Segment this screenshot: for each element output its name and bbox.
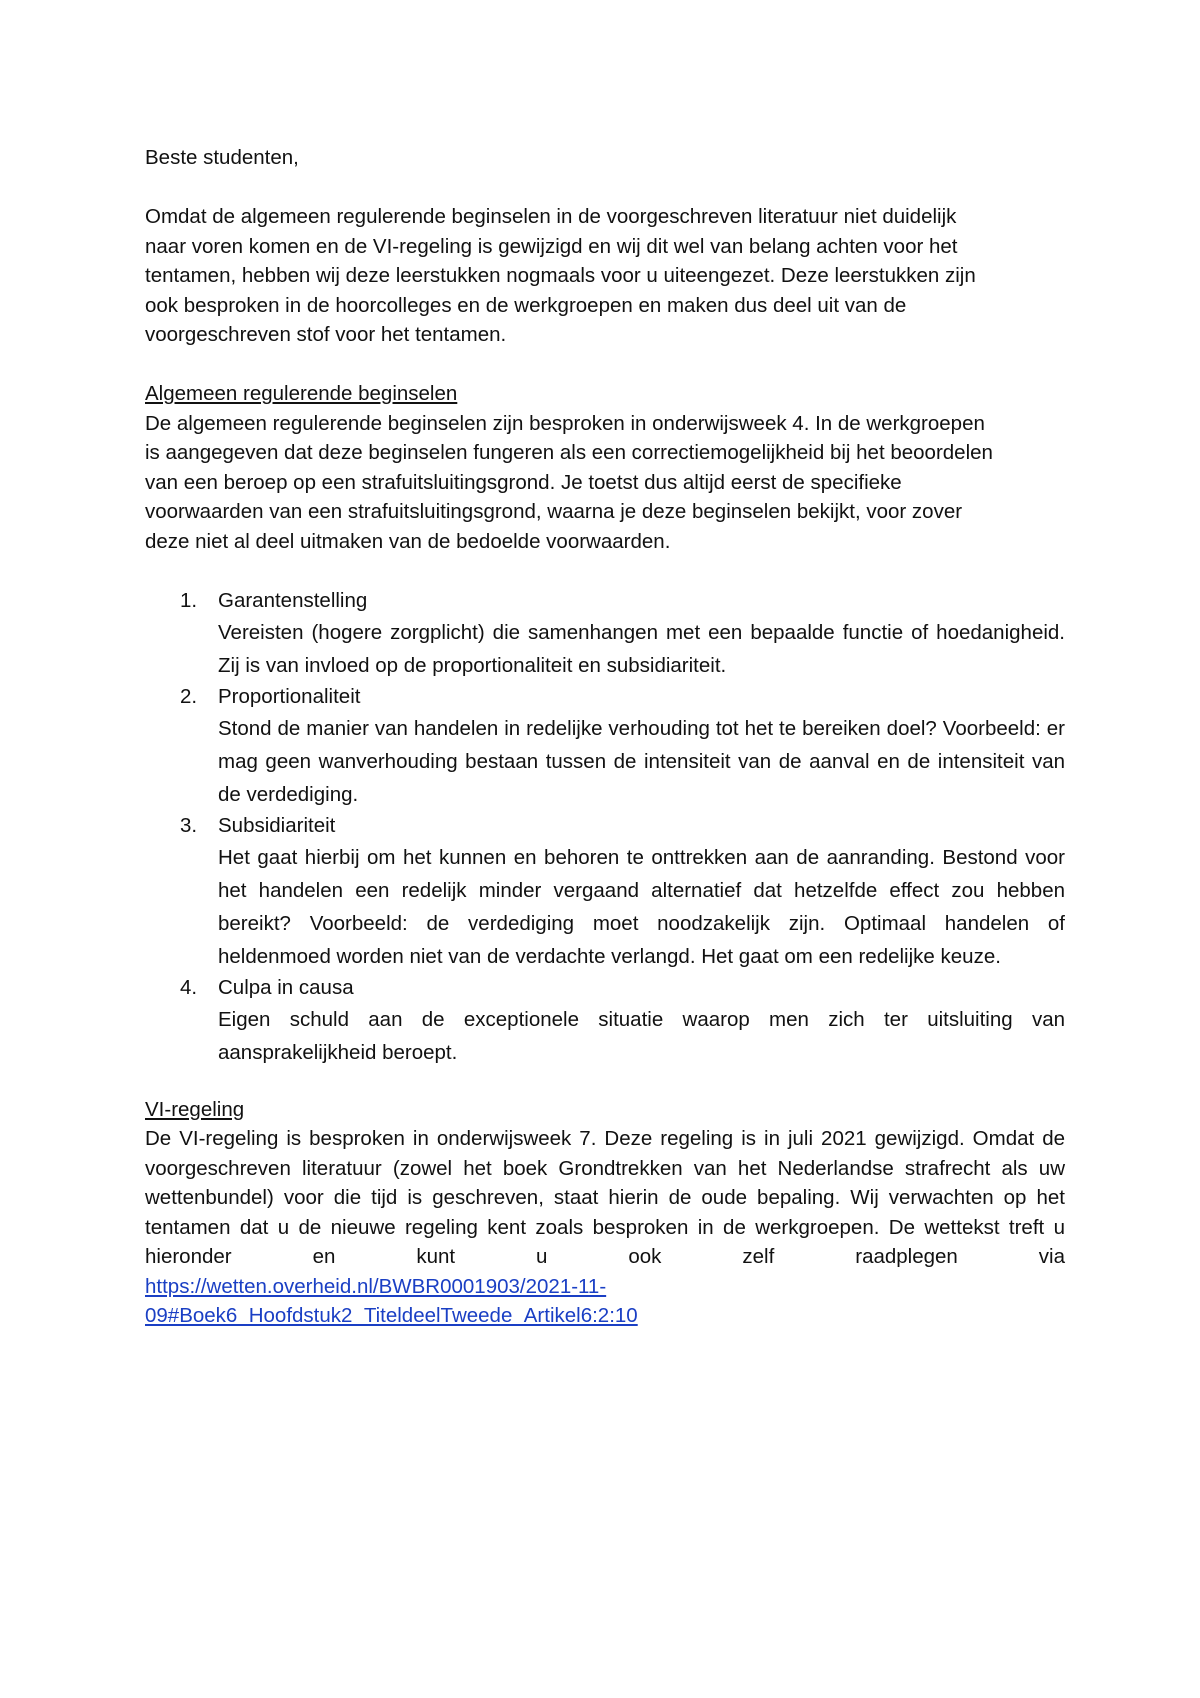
document-page bbox=[145, 143, 1065, 1331]
principles-list bbox=[145, 586, 1065, 1069]
list-item-description: Eigen schuld aan de exceptionele situatie waarop men zich ter uitsluiting van aansprakelijkheid beroept. bbox=[218, 1007, 1065, 1064]
beginselen-intro-line: van een beroep op een strafuitsluitingsgrond. Je toetst dus altijd eerst de specifieke bbox=[145, 470, 902, 494]
spacer bbox=[145, 1069, 1065, 1095]
beginselen-intro-line: voorwaarden van een strafuitsluitingsgrond, waarna je deze beginselen bekijkt, voor zover bbox=[145, 500, 963, 523]
list-item-title: Culpa in causa bbox=[218, 975, 354, 999]
beginselen-intro bbox=[145, 409, 1065, 557]
greeting: Beste studenten, bbox=[145, 146, 299, 169]
beginselen-intro-line: deze niet al deel uitmaken van de bedoelde voorwaarden. bbox=[145, 529, 671, 553]
list-item-title: Subsidiariteit bbox=[218, 813, 336, 837]
vi-regeling-paragraph: De VI-regeling is besproken in onderwijsweek 7. Deze regeling is in juli 2021 gewijzigd. Omdat de voorgeschreven literatuur (zowel het boek Grondtrekken van het Nederlandse strafrecht als uw wettenbundel) voor die tijd is geschreven, staat hierin de oude bepaling. Wij verwachten op het tentamen dat u de nieuwe regeling kent zoals besproken in de werkgroepen. De wettekst treft u hieronder en kunt u ook zelf raadplegen via bbox=[145, 1127, 1065, 1268]
list-item-title: Garantenstelling bbox=[218, 588, 368, 612]
intro-paragraph bbox=[145, 202, 1065, 350]
list-item-number: 1. bbox=[180, 588, 198, 612]
section-heading-vi-regeling: VI-regeling bbox=[145, 1097, 245, 1121]
list-item-description: Stond de manier van handelen in redelijke verhouding tot het te bereiken doel? Voorbeeld: er mag geen wanverhouding bestaan tussen de intensiteit van de aanval en de intensiteit van de verdediging. bbox=[218, 716, 1065, 806]
intro-line: Omdat de algemeen regulerende beginselen in de voorgeschreven literatuur niet duidelijk bbox=[145, 205, 957, 228]
list-item-number: 3. bbox=[180, 813, 198, 837]
spacer bbox=[145, 556, 1065, 586]
section-heading-beginselen: Algemeen regulerende beginselen bbox=[145, 382, 458, 405]
list-item-number: 2. bbox=[180, 684, 198, 708]
spacer bbox=[145, 173, 1065, 203]
beginselen-intro-line: De algemeen regulerende beginselen zijn besproken in onderwijsweek 4. In de werkgroepen bbox=[145, 411, 985, 435]
list-item-number: 4. bbox=[180, 975, 198, 999]
law-link-line-2[interactable]: 09#Boek6_Hoofdstuk2_TiteldeelTweede_Artikel6:2:10 bbox=[145, 1304, 638, 1327]
intro-line: naar voren komen en de VI-regeling is gewijzigd en wij dit wel van belang achten voor het bbox=[145, 234, 958, 258]
list-item bbox=[145, 811, 1065, 973]
list-item bbox=[145, 586, 1065, 682]
list-item bbox=[145, 682, 1065, 811]
law-link-line-1[interactable]: https://wetten.overheid.nl/BWBR0001903/2021-11- bbox=[145, 1274, 607, 1298]
intro-line: voorgeschreven stof voor het tentamen. bbox=[145, 323, 507, 346]
list-item-description: Het gaat hierbij om het kunnen en behoren te onttrekken aan de aanranding. Bestond voor het handelen een redelijk minder vergaand alternatief dat hetzelfde effect zou hebben bereikt? Voorbeeld: de verdediging moet noodzakelijk zijn. Optimaal handelen of heldenmoed worden niet van de verdachte verlangd. Het gaat om een redelijke keuze. bbox=[218, 845, 1065, 968]
list-item bbox=[145, 973, 1065, 1069]
beginselen-intro-line: is aangegeven dat deze beginselen fungeren als een correctiemogelijkheid bij het beoordelen bbox=[145, 441, 993, 464]
intro-line: ook besproken in de hoorcolleges en de werkgroepen en maken dus deel uit van de bbox=[145, 293, 907, 317]
spacer bbox=[145, 350, 1065, 380]
list-item-description: Vereisten (hogere zorgplicht) die samenhangen met een bepaalde functie of hoedanigheid. Zij is van invloed op de proportionaliteit en subsidiariteit. bbox=[218, 620, 1065, 677]
law-link-block[interactable] bbox=[145, 1272, 1065, 1331]
intro-line: tentamen, hebben wij deze leerstukken nogmaals voor u uiteengezet. Deze leerstukken zijn bbox=[145, 264, 976, 287]
list-item-title: Proportionaliteit bbox=[218, 684, 361, 708]
